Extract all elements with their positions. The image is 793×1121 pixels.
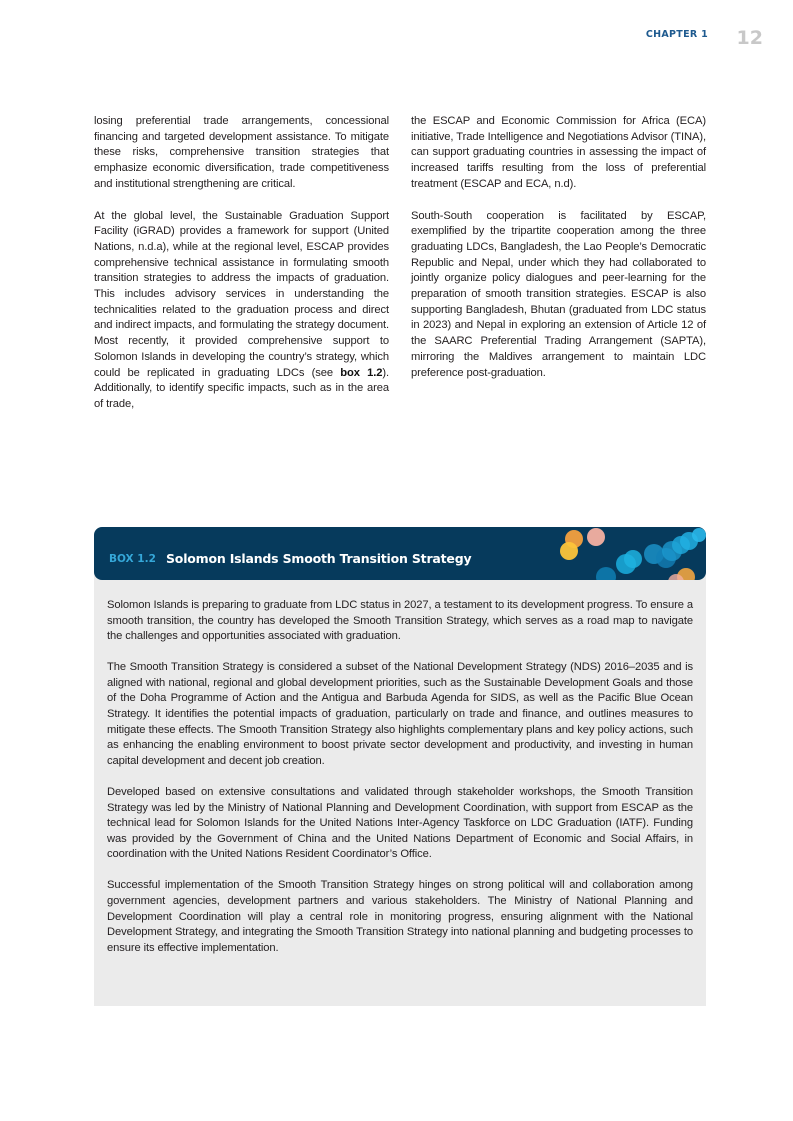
box-paragraph: Developed based on extensive consultations and validated through stakeholder workshops, the Smooth Transition Strategy was led by the Ministry of National Planning and Development Coordination, with support from ESCAP as the technical lead for Solomon Islands for the United Nations Inter-Agency Taskforce on LDC Graduation (IATF). Funding was provided by the Government of China and the United Nations Department of Economic and Social Affairs, in coordination with the United Nations Resident Coordinator’s Office. bbox=[107, 785, 693, 861]
box-label: BOX 1.2 bbox=[109, 553, 156, 565]
running-head: CHAPTER 1 bbox=[645, 29, 708, 40]
paragraph-text: At the global level, the Sustainable Graduation Support Facility (iGRAD) provides a framework for support (United Nations, n.d.a), while at the regional level, ESCAP provides comprehensive technical assistance in formulating smooth transition strategies to address the impacts of graduation. This includes advisory services in understanding the technicalities related to the graduation process and direct and indirect impacts, and formulating the strategy document. Most recently, it provided comprehensive support to Solomon Islands in developing the country’s strategy, which could be replicated in graduating LDCs (see bbox=[94, 209, 389, 379]
body-columns bbox=[94, 114, 706, 429]
paragraph: South-South cooperation is facilitated by ESCAP, exemplified by the tripartite cooperation among the three graduating LDCs, Bangladesh, the Lao People’s Democratic Republic and Nepal, under which they had collaborated to jointly organize policy dialogues and peer-learning for the preparation of smooth transition strategies. ESCAP is also supporting Bangladesh, Bhutan (graduated from LDC status in 2023) and Nepal in exploring an extension of Article 12 of the SAARC Preferential Trading Arrangement (SAPTA), mirroring the Maldives arrangement to maintain LDC preference post-graduation. bbox=[411, 209, 706, 379]
box-reference-link[interactable]: box 1.2 bbox=[340, 366, 383, 379]
page-number: 12 bbox=[736, 27, 763, 49]
paragraph-text: ). Additionally, to identify specific impacts, such as in the area of trade, bbox=[94, 366, 389, 410]
box-title: Solomon Islands Smooth Transition Strategy bbox=[166, 551, 472, 566]
box-bottom-padding bbox=[107, 972, 693, 984]
left-column bbox=[94, 114, 389, 429]
box-1-2 bbox=[94, 527, 706, 1006]
box-paragraph: Solomon Islands is preparing to graduate from LDC status in 2027, a testament to its development progress. To ensure a smooth transition, the country has developed the Smooth Transition Strategy, which serves as a road map to navigate the challenges and opportunities associated with graduation. bbox=[107, 599, 693, 643]
bokeh-decoration-icon bbox=[526, 527, 706, 580]
paragraph: losing preferential trade arrangements, concessional financing and targeted development assistance. To mitigate these risks, comprehensive transition strategies that emphasize economic diversification, trade competitiveness and institutional strengthening are critical. bbox=[94, 115, 389, 190]
paragraph bbox=[94, 209, 389, 413]
paragraph: the ESCAP and Economic Commission for Africa (ECA) initiative, Trade Intelligence and Negotiations Advisor (TINA), can support graduating countries in assessing the impact of increased tariffs resulting from the loss of preferential treatment (ESCAP and ECA, n.d). bbox=[411, 115, 706, 190]
box-body bbox=[94, 572, 706, 1006]
box-paragraph: The Smooth Transition Strategy is considered a subset of the National Development Strategy (NDS) 2016–2035 and is aligned with national, regional and global development priorities, such as the Sustainable Development Goals and those of the Doha Programme of Action and the Antigua and Barbuda Agenda for SIDS, as well as the Pacific Blue Ocean Strategy. It identifies the potential impacts of graduation, particularly on trade and finance, and outlines measures to mitigate these effects. The Smooth Transition Strategy also highlights complementary plans and key policy actions, such as enhancing the enabling environment to boost private sector development and productivity, and investing in human capital development and decent job creation. bbox=[107, 661, 693, 767]
right-column bbox=[411, 114, 706, 429]
box-header bbox=[94, 527, 706, 580]
box-paragraph: Successful implementation of the Smooth Transition Strategy hinges on strong political will and collaboration among government agencies, development partners and various stakeholders. The Ministry of National Planning and Development Coordination will play a central role in monitoring progress, ensuring alignment with the National Development Strategy, and integrating the Smooth Transition Strategy into national planning and budgeting processes to ensure its effective implementation. bbox=[107, 879, 693, 954]
